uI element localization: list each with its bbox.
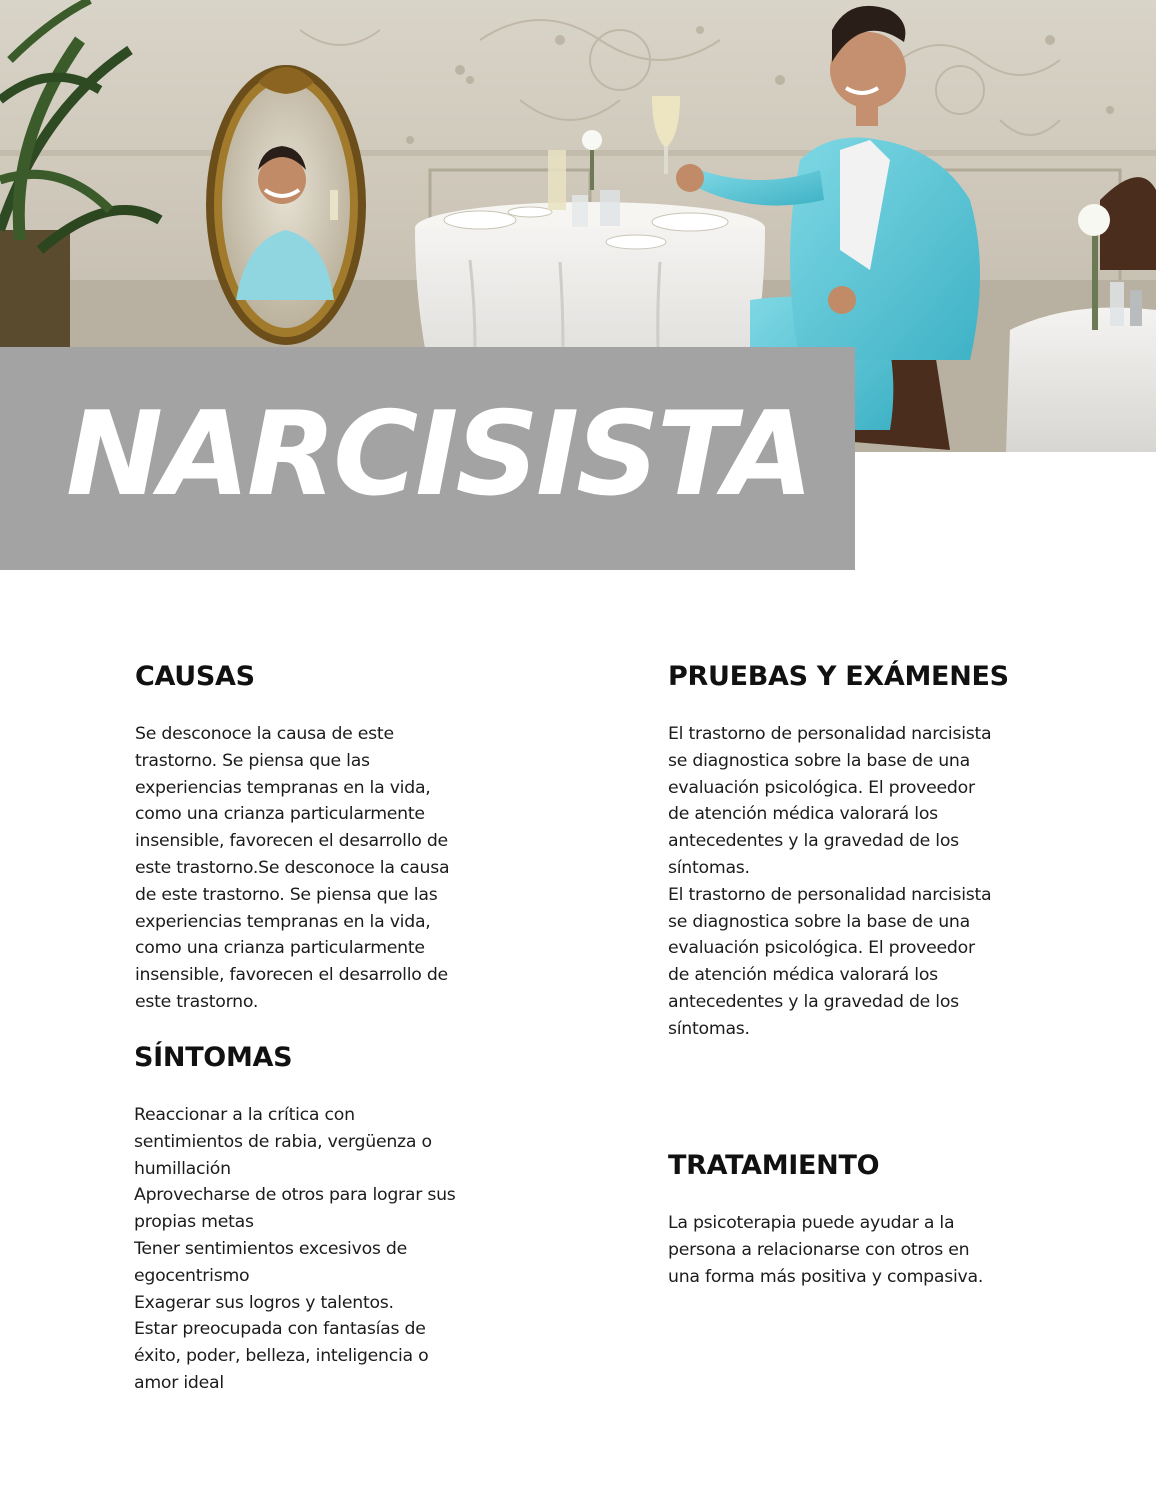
section-tratamiento [668,1148,1048,1290]
section-body-causas: Se desconoce la causa de este trastorno. Se piensa que las experiencias tempranas en la vida, como una crianza particularmente insensible, favorecen el desarrollo de este trastorno.Se desconoce la causa de este trastorno. Se piensa que las experiencias tempranas en la vida, como una crianza particularmente insensible, favorecen el desarrollo de este trastorno. [135,724,450,1012]
page-title: NARCISISTA [66,387,811,522]
mirror [206,65,366,345]
section-heading-tratamiento: TRATAMIENTO [668,1150,880,1181]
section-sintomas [134,1040,504,1397]
section-causas [135,659,505,1016]
section-heading-causas: CAUSAS [135,661,255,692]
section-body-tratamiento: La psicoterapia puede ayudar a la persona a relacionarse con otros en una forma más positiva y compasiva. [668,1213,984,1287]
section-body-sintomas: Reaccionar a la crítica con sentimientos de rabia, vergüenza o humillación Aprovecharse de otros para lograr sus propias metas Tener sentimientos excesivos de egocentrismo Exagerar sus logros y talentos. Estar preocupada con fantasías de éxito, poder, belleza, inteligencia o amor ideal [134,1105,456,1393]
section-heading-pruebas: PRUEBAS Y EXÁMENES [668,661,1009,692]
section-pruebas [668,659,1048,1043]
section-body-pruebas: El trastorno de personalidad narcisista se diagnostica sobre la base de una evaluación psicológica. El proveedor de atención médica valorará los antecedentes y la gravedad de los síntomas. El trastorno de personalidad narcisista se diagnostica sobre la base de una evaluación psicológica. El proveedor de atención médica valorará los antecedentes y la gravedad de los síntomas. [668,724,992,1039]
section-heading-sintomas: SÍNTOMAS [134,1042,293,1073]
